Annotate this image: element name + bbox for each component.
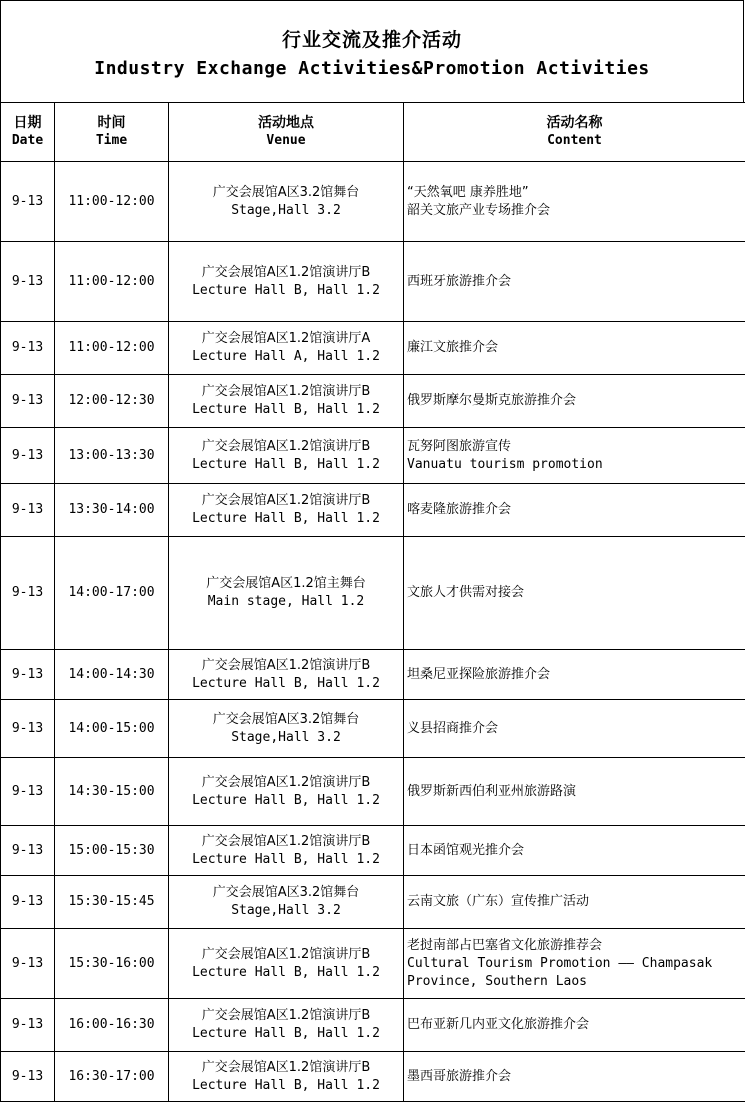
content-line: Cultural Tourism Promotion —— Champasak bbox=[407, 955, 745, 973]
table-row bbox=[1, 484, 745, 537]
content-cell bbox=[404, 428, 745, 484]
header-date-en: Date bbox=[1, 132, 54, 150]
content-cell bbox=[404, 758, 745, 826]
header-venue-en: Venue bbox=[169, 132, 403, 150]
venue-en: Lecture Hall B, Hall 1.2 bbox=[169, 792, 403, 810]
content-line: 俄罗斯新西伯利亚州旅游路演 bbox=[407, 783, 745, 801]
content-cell bbox=[404, 537, 745, 650]
venue-cn: 广交会展馆A区1.2馆主舞台 bbox=[169, 575, 403, 593]
table-row bbox=[1, 876, 745, 929]
venue-en: Lecture Hall B, Hall 1.2 bbox=[169, 964, 403, 982]
venue-cell bbox=[169, 826, 404, 876]
date-cell: 9-13 bbox=[1, 242, 55, 322]
header-content bbox=[404, 103, 745, 162]
venue-cn: 广交会展馆A区3.2馆舞台 bbox=[169, 184, 403, 202]
venue-cell bbox=[169, 876, 404, 929]
venue-cn: 广交会展馆A区3.2馆舞台 bbox=[169, 711, 403, 729]
content-cell bbox=[404, 375, 745, 428]
venue-en: Lecture Hall B, Hall 1.2 bbox=[169, 282, 403, 300]
content-cell bbox=[404, 826, 745, 876]
content-line: 云南文旅（广东）宣传推广活动 bbox=[407, 893, 745, 911]
header-venue-cn: 活动地点 bbox=[169, 114, 403, 132]
date-cell: 9-13 bbox=[1, 537, 55, 650]
venue-cn: 广交会展馆A区1.2馆演讲厅B bbox=[169, 1059, 403, 1077]
venue-cn: 广交会展馆A区3.2馆舞台 bbox=[169, 884, 403, 902]
venue-cell bbox=[169, 929, 404, 999]
venue-cn: 广交会展馆A区1.2馆演讲厅B bbox=[169, 264, 403, 282]
time-cell: 11:00-12:00 bbox=[55, 322, 169, 375]
table-row bbox=[1, 999, 745, 1052]
table-row bbox=[1, 1052, 745, 1102]
venue-en: Stage,Hall 3.2 bbox=[169, 729, 403, 747]
content-line: 坦桑尼亚探险旅游推介会 bbox=[407, 666, 745, 684]
content-line: 巴布亚新几内亚文化旅游推介会 bbox=[407, 1016, 745, 1034]
table-row bbox=[1, 322, 745, 375]
venue-en: Lecture Hall B, Hall 1.2 bbox=[169, 675, 403, 693]
content-line: 日本函馆观光推介会 bbox=[407, 842, 745, 860]
content-line: 韶关文旅产业专场推介会 bbox=[407, 202, 745, 220]
content-line: 墨西哥旅游推介会 bbox=[407, 1068, 745, 1086]
content-cell bbox=[404, 484, 745, 537]
content-cell bbox=[404, 322, 745, 375]
header-date bbox=[1, 103, 55, 162]
table-row bbox=[1, 650, 745, 700]
header-date-cn: 日期 bbox=[1, 114, 54, 132]
venue-cell bbox=[169, 650, 404, 700]
venue-cell bbox=[169, 162, 404, 242]
header-venue bbox=[169, 103, 404, 162]
header-content-en: Content bbox=[404, 132, 745, 150]
venue-cn: 广交会展馆A区1.2馆演讲厅B bbox=[169, 833, 403, 851]
time-cell: 11:00-12:00 bbox=[55, 242, 169, 322]
time-cell: 15:30-15:45 bbox=[55, 876, 169, 929]
venue-cn: 广交会展馆A区1.2馆演讲厅B bbox=[169, 492, 403, 510]
venue-cell bbox=[169, 758, 404, 826]
content-cell bbox=[404, 242, 745, 322]
title-box bbox=[0, 0, 744, 102]
venue-cell bbox=[169, 375, 404, 428]
date-cell: 9-13 bbox=[1, 826, 55, 876]
time-cell: 13:30-14:00 bbox=[55, 484, 169, 537]
content-cell bbox=[404, 162, 745, 242]
venue-en: Stage,Hall 3.2 bbox=[169, 902, 403, 920]
content-line: 西班牙旅游推介会 bbox=[407, 273, 745, 291]
time-cell: 15:30-16:00 bbox=[55, 929, 169, 999]
venue-cell bbox=[169, 700, 404, 758]
time-cell: 13:00-13:30 bbox=[55, 428, 169, 484]
table-row bbox=[1, 700, 745, 758]
content-line: 义县招商推介会 bbox=[407, 720, 745, 738]
venue-en: Main stage, Hall 1.2 bbox=[169, 593, 403, 611]
date-cell: 9-13 bbox=[1, 322, 55, 375]
content-line: Vanuatu tourism promotion bbox=[407, 456, 745, 474]
table-row bbox=[1, 375, 745, 428]
date-cell: 9-13 bbox=[1, 375, 55, 428]
content-cell bbox=[404, 650, 745, 700]
header-time-cn: 时间 bbox=[55, 114, 168, 132]
venue-cell bbox=[169, 428, 404, 484]
venue-cn: 广交会展馆A区1.2馆演讲厅A bbox=[169, 330, 403, 348]
date-cell: 9-13 bbox=[1, 876, 55, 929]
venue-en: Lecture Hall B, Hall 1.2 bbox=[169, 510, 403, 528]
venue-en: Lecture Hall B, Hall 1.2 bbox=[169, 851, 403, 869]
content-cell bbox=[404, 700, 745, 758]
content-cell bbox=[404, 876, 745, 929]
content-cell bbox=[404, 999, 745, 1052]
date-cell: 9-13 bbox=[1, 428, 55, 484]
time-cell: 14:00-15:00 bbox=[55, 700, 169, 758]
venue-en: Lecture Hall B, Hall 1.2 bbox=[169, 401, 403, 419]
date-cell: 9-13 bbox=[1, 758, 55, 826]
venue-cn: 广交会展馆A区1.2馆演讲厅B bbox=[169, 383, 403, 401]
venue-cell bbox=[169, 537, 404, 650]
venue-cn: 广交会展馆A区1.2馆演讲厅B bbox=[169, 657, 403, 675]
venue-en: Lecture Hall B, Hall 1.2 bbox=[169, 1077, 403, 1095]
schedule-rows bbox=[1, 162, 745, 1102]
content-line: 文旅人才供需对接会 bbox=[407, 584, 745, 602]
venue-cn: 广交会展馆A区1.2馆演讲厅B bbox=[169, 438, 403, 456]
venue-cell bbox=[169, 484, 404, 537]
header-time-en: Time bbox=[55, 132, 168, 150]
table-row bbox=[1, 242, 745, 322]
content-line: 瓦努阿图旅游宣传 bbox=[407, 438, 745, 456]
header-time bbox=[55, 103, 169, 162]
time-cell: 14:30-15:00 bbox=[55, 758, 169, 826]
table-row bbox=[1, 537, 745, 650]
date-cell: 9-13 bbox=[1, 700, 55, 758]
time-cell: 14:00-17:00 bbox=[55, 537, 169, 650]
schedule-table bbox=[0, 102, 745, 1102]
date-cell: 9-13 bbox=[1, 929, 55, 999]
time-cell: 16:30-17:00 bbox=[55, 1052, 169, 1102]
date-cell: 9-13 bbox=[1, 1052, 55, 1102]
venue-en: Lecture Hall B, Hall 1.2 bbox=[169, 1025, 403, 1043]
venue-en: Lecture Hall A, Hall 1.2 bbox=[169, 348, 403, 366]
time-cell: 15:00-15:30 bbox=[55, 826, 169, 876]
venue-cn: 广交会展馆A区1.2馆演讲厅B bbox=[169, 1007, 403, 1025]
content-cell bbox=[404, 929, 745, 999]
table-row bbox=[1, 758, 745, 826]
content-line: 俄罗斯摩尔曼斯克旅游推介会 bbox=[407, 392, 745, 410]
venue-en: Stage,Hall 3.2 bbox=[169, 202, 403, 220]
time-cell: 16:00-16:30 bbox=[55, 999, 169, 1052]
date-cell: 9-13 bbox=[1, 999, 55, 1052]
title-english: Industry Exchange Activities&Promotion Activities bbox=[94, 58, 650, 79]
content-line: 廉江文旅推介会 bbox=[407, 339, 745, 357]
venue-cell bbox=[169, 1052, 404, 1102]
header-row bbox=[1, 103, 745, 162]
time-cell: 11:00-12:00 bbox=[55, 162, 169, 242]
table-row bbox=[1, 929, 745, 999]
content-line: 老挝南部占巴塞省文化旅游推荐会 bbox=[407, 937, 745, 955]
content-line: 喀麦隆旅游推介会 bbox=[407, 501, 745, 519]
content-line: “天然氧吧 康养胜地” bbox=[407, 184, 745, 202]
time-cell: 14:00-14:30 bbox=[55, 650, 169, 700]
venue-cell bbox=[169, 242, 404, 322]
time-cell: 12:00-12:30 bbox=[55, 375, 169, 428]
content-line: Province, Southern Laos bbox=[407, 973, 745, 991]
table-row bbox=[1, 826, 745, 876]
title-chinese: 行业交流及推介活动 bbox=[282, 25, 462, 52]
venue-en: Lecture Hall B, Hall 1.2 bbox=[169, 456, 403, 474]
table-row bbox=[1, 162, 745, 242]
venue-cell bbox=[169, 322, 404, 375]
table-row bbox=[1, 428, 745, 484]
date-cell: 9-13 bbox=[1, 162, 55, 242]
date-cell: 9-13 bbox=[1, 484, 55, 537]
header-content-cn: 活动名称 bbox=[404, 114, 745, 132]
content-cell bbox=[404, 1052, 745, 1102]
venue-cell bbox=[169, 999, 404, 1052]
venue-cn: 广交会展馆A区1.2馆演讲厅B bbox=[169, 946, 403, 964]
date-cell: 9-13 bbox=[1, 650, 55, 700]
venue-cn: 广交会展馆A区1.2馆演讲厅B bbox=[169, 774, 403, 792]
